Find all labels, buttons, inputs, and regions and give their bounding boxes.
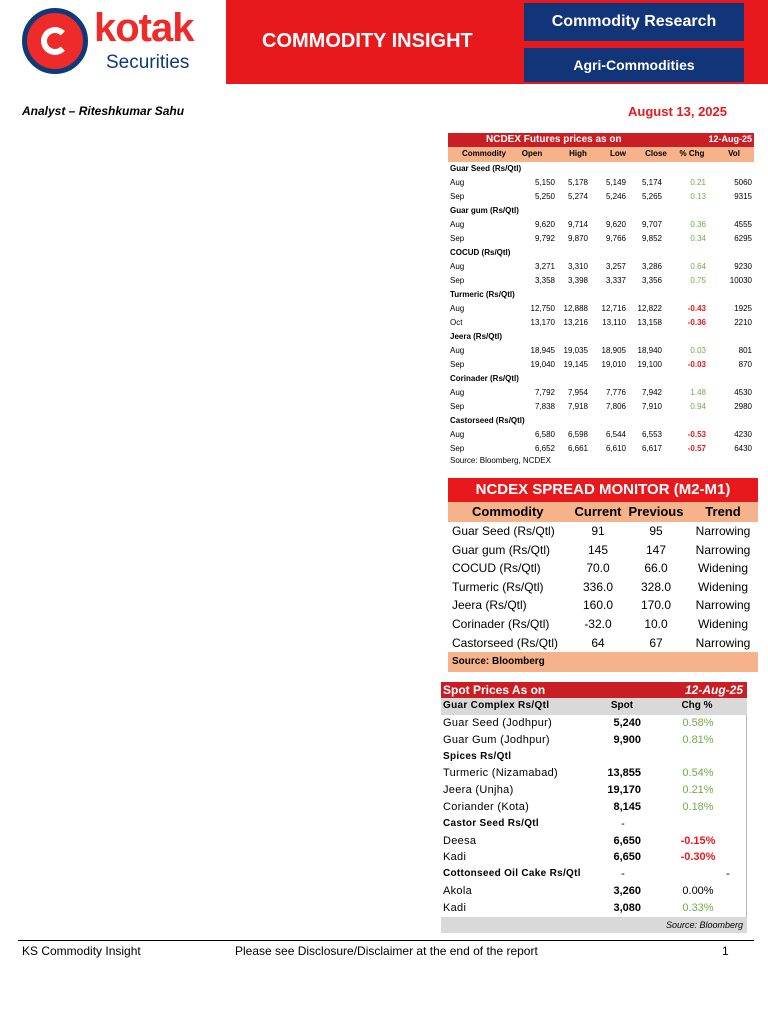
spot-name: Kadi bbox=[443, 901, 467, 914]
spread-body bbox=[448, 522, 758, 652]
futures-cell: 6295 bbox=[734, 234, 752, 243]
spread-row bbox=[448, 541, 758, 560]
futures-cell: 6,610 bbox=[605, 444, 626, 453]
futures-header-row bbox=[448, 147, 754, 162]
futures-cell: 5,149 bbox=[605, 178, 626, 187]
futures-cell: 5060 bbox=[734, 178, 752, 187]
futures-cell: 3,271 bbox=[534, 262, 555, 271]
spot-row bbox=[441, 833, 747, 850]
spread-header-cell: Current bbox=[574, 504, 622, 519]
spot-name: Akola bbox=[443, 884, 473, 897]
spot-row bbox=[441, 732, 747, 749]
futures-cell: Sep bbox=[450, 360, 465, 369]
futures-cell: -0.43 bbox=[687, 304, 706, 313]
spot-name: Castor Seed Rs/Qtl bbox=[443, 817, 539, 829]
spot-price: 13,855 bbox=[607, 767, 641, 780]
futures-cell: 5,178 bbox=[567, 178, 588, 187]
spot-change: -0.30% bbox=[680, 851, 716, 864]
futures-body bbox=[448, 162, 754, 456]
futures-header-cell: Close bbox=[645, 149, 667, 158]
futures-header-cell: % Chg bbox=[679, 149, 705, 158]
futures-cell: 7,910 bbox=[641, 402, 662, 411]
spot-group-row bbox=[441, 866, 747, 883]
spot-title-bar bbox=[441, 682, 747, 698]
spot-price: 3,260 bbox=[613, 884, 641, 897]
futures-cell: 6,652 bbox=[534, 444, 555, 453]
spread-cell: Corinader (Rs/Qtl) bbox=[452, 616, 550, 631]
spot-name: Guar Seed (Jodhpur) bbox=[443, 717, 553, 729]
futures-cell: 12,716 bbox=[601, 304, 626, 313]
spread-cell: Narrowing bbox=[695, 635, 751, 650]
futures-cell: 7,792 bbox=[534, 388, 555, 397]
futures-cell: Sep bbox=[450, 276, 465, 285]
spot-date: 12-Aug-25 bbox=[684, 683, 743, 697]
futures-cell: 7,838 bbox=[534, 402, 555, 411]
spread-header-cell: Previous bbox=[628, 504, 684, 519]
futures-cell: 5,265 bbox=[641, 192, 662, 201]
spot-price: 9,900 bbox=[613, 733, 641, 746]
spot-row bbox=[441, 715, 747, 732]
spread-cell: 160.0 bbox=[582, 598, 614, 613]
futures-cell: 19,100 bbox=[637, 360, 662, 369]
spread-cell: 328.0 bbox=[640, 579, 672, 594]
futures-group-label: Corinader (Rs/Qtl) bbox=[450, 374, 519, 383]
spot-row bbox=[441, 900, 747, 917]
spread-row bbox=[448, 634, 758, 653]
futures-row bbox=[448, 274, 754, 288]
futures-cell: 13,110 bbox=[602, 318, 626, 327]
spot-row-divider bbox=[746, 782, 747, 799]
spot-row bbox=[441, 799, 747, 816]
futures-cell: 1925 bbox=[734, 304, 752, 313]
spot-header-cell: Spot bbox=[610, 700, 634, 711]
logo-sub: Securities bbox=[106, 52, 190, 73]
futures-cell: 1.48 bbox=[690, 388, 706, 397]
spread-cell: 67 bbox=[649, 635, 663, 650]
futures-cell: 0.75 bbox=[690, 276, 706, 285]
page-header bbox=[0, 0, 768, 84]
futures-cell: -0.53 bbox=[687, 430, 706, 439]
futures-cell: Aug bbox=[450, 304, 465, 313]
futures-cell: Sep bbox=[450, 444, 465, 453]
spot-prices-table bbox=[441, 682, 747, 933]
futures-cell: 6,553 bbox=[641, 430, 662, 439]
spot-group-row bbox=[441, 749, 747, 766]
futures-cell: 3,398 bbox=[567, 276, 588, 285]
futures-group-label: COCUD (Rs/Qtl) bbox=[450, 248, 511, 257]
spot-name: Guar Gum (Jodhpur) bbox=[443, 733, 550, 746]
futures-cell: 4530 bbox=[734, 388, 752, 397]
spot-row-divider bbox=[746, 799, 747, 816]
futures-cell: 4230 bbox=[734, 430, 752, 439]
futures-cell: 12,822 bbox=[637, 304, 662, 313]
futures-cell: 9,714 bbox=[567, 220, 588, 229]
futures-source: Source: Bloomberg, NCDEX bbox=[450, 456, 551, 465]
futures-header-cell: Open bbox=[521, 149, 543, 158]
spot-price: - bbox=[621, 868, 625, 881]
futures-cell: -0.03 bbox=[687, 360, 706, 369]
futures-cell: 6,544 bbox=[605, 430, 626, 439]
futures-cell: 13,170 bbox=[530, 318, 555, 327]
futures-cell: 12,750 bbox=[530, 304, 555, 313]
spread-row bbox=[448, 615, 758, 634]
spot-header-row bbox=[441, 698, 747, 715]
spot-header-cell: Guar Complex Rs/Qtl bbox=[443, 700, 550, 711]
futures-row bbox=[448, 358, 754, 372]
futures-cell: 0.94 bbox=[690, 402, 706, 411]
spot-name: Kadi bbox=[443, 851, 467, 864]
spread-row bbox=[448, 559, 758, 578]
spot-change: 0.18% bbox=[682, 800, 714, 813]
futures-cell: 5,174 bbox=[641, 178, 662, 187]
futures-cell: 9230 bbox=[734, 262, 752, 271]
futures-row bbox=[448, 302, 754, 316]
spot-change: - bbox=[726, 868, 730, 881]
futures-cell: 7,918 bbox=[567, 402, 588, 411]
spot-row bbox=[441, 765, 747, 782]
spread-cell: COCUD (Rs/Qtl) bbox=[452, 561, 541, 576]
spread-cell: 91 bbox=[591, 524, 605, 538]
futures-row bbox=[448, 260, 754, 274]
futures-cell: 6,661 bbox=[567, 444, 588, 453]
futures-cell: 9,620 bbox=[534, 220, 555, 229]
spread-cell: Jeera (Rs/Qtl) bbox=[452, 598, 527, 613]
futures-cell: -0.36 bbox=[687, 318, 706, 327]
spot-source: Source: Bloomberg bbox=[441, 917, 747, 933]
futures-cell: 0.03 bbox=[690, 346, 706, 355]
futures-cell: -0.57 bbox=[687, 444, 706, 453]
spread-monitor bbox=[448, 478, 758, 672]
futures-cell: 9,707 bbox=[641, 220, 662, 229]
futures-cell: Sep bbox=[450, 402, 465, 411]
spread-header-cell: Trend bbox=[705, 504, 741, 519]
futures-cell: 6,617 bbox=[641, 444, 662, 453]
spread-row bbox=[448, 578, 758, 597]
futures-cell: 2980 bbox=[734, 402, 752, 411]
spot-name: Jeera (Unjha) bbox=[443, 784, 514, 797]
futures-cell: 2210 bbox=[734, 318, 752, 327]
spot-row-divider bbox=[746, 749, 747, 766]
futures-cell: 18,905 bbox=[601, 346, 626, 355]
agri-label: Agri-Commodities bbox=[524, 48, 744, 82]
spot-header-cell: Chg % bbox=[681, 700, 713, 711]
futures-cell: 9,852 bbox=[641, 234, 662, 243]
analyst-name: Analyst – Riteshkumar Sahu bbox=[22, 104, 185, 118]
spot-row bbox=[441, 883, 747, 900]
futures-header-cell: Vol bbox=[728, 149, 740, 158]
spot-row-divider bbox=[746, 765, 747, 782]
spread-cell: 64 bbox=[591, 635, 605, 650]
futures-cell: 12,888 bbox=[563, 304, 588, 313]
futures-group-label: Turmeric (Rs/Qtl) bbox=[450, 290, 515, 299]
spread-cell: Widening bbox=[697, 579, 749, 594]
spot-change: 0.54% bbox=[682, 767, 714, 780]
spot-price: 3,080 bbox=[613, 901, 641, 914]
spot-price: 6,650 bbox=[613, 834, 641, 847]
spread-cell: Guar gum (Rs/Qtl) bbox=[452, 542, 551, 557]
futures-cell: 5,250 bbox=[534, 192, 555, 201]
spot-name: Spices Rs/Qtl bbox=[443, 750, 512, 762]
footer-divider bbox=[18, 940, 754, 941]
spot-change: 0.58% bbox=[682, 717, 714, 729]
futures-group-label: Guar gum (Rs/Qtl) bbox=[450, 206, 519, 215]
futures-cell: Sep bbox=[450, 234, 465, 243]
spot-name: Deesa bbox=[443, 834, 477, 847]
spot-change: 0.00% bbox=[682, 884, 714, 897]
spot-change: 0.81% bbox=[682, 733, 714, 746]
futures-cell: Aug bbox=[450, 346, 465, 355]
spread-cell: 336.0 bbox=[582, 579, 614, 594]
spot-row-divider bbox=[746, 732, 747, 749]
logo-name: kotak bbox=[94, 6, 194, 50]
spot-row-divider bbox=[746, 900, 747, 917]
futures-row bbox=[448, 400, 754, 414]
spot-price: 8,145 bbox=[613, 800, 641, 813]
spread-row bbox=[448, 522, 758, 541]
futures-date: 12-Aug-25 bbox=[708, 134, 752, 144]
spot-price: - bbox=[621, 817, 625, 830]
futures-cell: Aug bbox=[450, 388, 465, 397]
futures-cell: Aug bbox=[450, 220, 465, 229]
futures-cell: 0.34 bbox=[690, 234, 706, 243]
spot-change: -0.15% bbox=[680, 834, 716, 847]
futures-header-cell: Low bbox=[610, 149, 626, 158]
research-label: Commodity Research bbox=[524, 3, 744, 41]
futures-row bbox=[448, 386, 754, 400]
futures-row bbox=[448, 344, 754, 358]
futures-group-label: Guar Seed (Rs/Qtl) bbox=[450, 164, 522, 173]
spot-row-divider bbox=[746, 833, 747, 850]
futures-cell: 870 bbox=[738, 360, 752, 369]
futures-cell: 7,942 bbox=[641, 388, 662, 397]
spread-cell: 10.0 bbox=[644, 616, 668, 631]
spot-price: 6,650 bbox=[613, 851, 641, 864]
spread-source: Source: Bloomberg bbox=[448, 652, 758, 672]
spread-cell: Narrowing bbox=[695, 542, 751, 557]
futures-cell: 9,766 bbox=[605, 234, 626, 243]
futures-cell: 9,620 bbox=[605, 220, 626, 229]
kotak-logo bbox=[10, 4, 224, 80]
futures-header-cell: High bbox=[569, 149, 587, 158]
spread-cell: Narrowing bbox=[695, 598, 751, 613]
futures-cell: 9,870 bbox=[567, 234, 588, 243]
futures-title-bar bbox=[448, 133, 754, 147]
futures-cell: 7,806 bbox=[605, 402, 626, 411]
spot-name: Turmeric (Nizamabad) bbox=[443, 767, 559, 780]
futures-row bbox=[448, 190, 754, 204]
futures-cell: 13,216 bbox=[563, 318, 588, 327]
report-date: August 13, 2025 bbox=[628, 104, 727, 119]
futures-group-label: Jeera (Rs/Qtl) bbox=[450, 332, 503, 341]
futures-row bbox=[448, 316, 754, 330]
futures-cell: 13,158 bbox=[637, 318, 662, 327]
spread-cell: Guar Seed (Rs/Qtl) bbox=[452, 524, 555, 538]
spot-name: Cottonseed Oil Cake Rs/Qtl bbox=[443, 868, 581, 880]
spread-cell: Widening bbox=[697, 616, 749, 631]
footer-title: KS Commodity Insight bbox=[22, 944, 141, 958]
futures-cell: 3,310 bbox=[567, 262, 588, 271]
spot-change: 0.21% bbox=[682, 784, 714, 797]
spread-cell: 66.0 bbox=[644, 561, 668, 576]
spread-cell: Narrowing bbox=[695, 524, 751, 538]
futures-row bbox=[448, 232, 754, 246]
spot-row bbox=[441, 782, 747, 799]
spread-cell: Turmeric (Rs/Qtl) bbox=[452, 579, 544, 594]
futures-cell: Oct bbox=[450, 318, 463, 327]
futures-cell: 0.64 bbox=[690, 262, 706, 271]
spot-row-divider bbox=[746, 816, 747, 833]
futures-cell: 3,356 bbox=[641, 276, 662, 285]
kotak-logo-icon bbox=[22, 8, 88, 74]
futures-cell: 5,274 bbox=[567, 192, 588, 201]
spot-row bbox=[441, 849, 747, 866]
spot-group-row bbox=[441, 816, 747, 833]
spot-title: Spot Prices As on bbox=[443, 683, 546, 697]
footer-disclaimer: Please see Disclosure/Disclaimer at the end of the report bbox=[235, 944, 538, 958]
futures-cell: 6430 bbox=[734, 444, 752, 453]
spot-change: 0.33% bbox=[682, 901, 714, 914]
futures-cell: 0.21 bbox=[690, 178, 706, 187]
spot-name: Coriander (Kota) bbox=[443, 800, 530, 813]
futures-cell: 5,246 bbox=[605, 192, 626, 201]
spread-cell: -32.0 bbox=[584, 616, 612, 631]
spread-title: NCDEX SPREAD MONITOR (M2-M1) bbox=[448, 478, 758, 502]
futures-cell: 5,150 bbox=[534, 178, 555, 187]
spot-price: 5,240 bbox=[613, 717, 641, 729]
futures-row bbox=[448, 428, 754, 442]
futures-cell: Aug bbox=[450, 262, 465, 271]
futures-table bbox=[448, 133, 754, 468]
insight-banner bbox=[226, 0, 516, 84]
spot-row-divider bbox=[746, 849, 747, 866]
insight-title: COMMODITY INSIGHT bbox=[262, 30, 473, 52]
spread-cell: Castorseed (Rs/Qtl) bbox=[452, 635, 559, 650]
spread-cell: 70.0 bbox=[586, 561, 610, 576]
futures-cell: 3,337 bbox=[605, 276, 626, 285]
spread-cell: 170.0 bbox=[640, 598, 672, 613]
spread-cell: Widening bbox=[697, 561, 749, 576]
futures-cell: 4555 bbox=[734, 220, 752, 229]
futures-cell: 3,257 bbox=[605, 262, 626, 271]
futures-group-label: Castorseed (Rs/Qtl) bbox=[450, 416, 525, 425]
futures-cell: 7,776 bbox=[605, 388, 626, 397]
futures-title: NCDEX Futures prices as on bbox=[486, 134, 622, 145]
futures-cell: 3,358 bbox=[534, 276, 555, 285]
futures-cell: 6,598 bbox=[567, 430, 588, 439]
futures-cell: 19,040 bbox=[530, 360, 555, 369]
futures-cell: Aug bbox=[450, 430, 465, 439]
futures-cell: 19,035 bbox=[563, 346, 588, 355]
futures-row bbox=[448, 176, 754, 190]
futures-cell: 9315 bbox=[734, 192, 752, 201]
spread-cell: 95 bbox=[649, 524, 663, 538]
spot-row-divider bbox=[746, 866, 747, 883]
page-number: 1 bbox=[722, 944, 729, 958]
futures-cell: 0.36 bbox=[690, 220, 706, 229]
spread-cell: 145 bbox=[587, 542, 609, 557]
spread-cell: 147 bbox=[645, 542, 667, 557]
futures-cell: 801 bbox=[738, 346, 752, 355]
futures-row bbox=[448, 442, 754, 456]
futures-cell: 19,145 bbox=[563, 360, 588, 369]
futures-cell: 18,940 bbox=[637, 346, 662, 355]
spot-row-divider bbox=[746, 883, 747, 900]
spread-header-row bbox=[448, 502, 758, 522]
futures-cell: 0.13 bbox=[690, 192, 706, 201]
futures-cell: 10030 bbox=[729, 276, 752, 285]
futures-cell: Aug bbox=[450, 178, 465, 187]
futures-cell: 3,286 bbox=[641, 262, 662, 271]
futures-cell: 18,945 bbox=[530, 346, 555, 355]
spread-header-cell: Commodity bbox=[472, 504, 544, 519]
futures-header-cell: Commodity bbox=[462, 149, 506, 158]
spot-price: 19,170 bbox=[607, 784, 641, 797]
futures-cell: 6,580 bbox=[534, 430, 555, 439]
spot-row-divider bbox=[746, 715, 747, 732]
futures-cell: Sep bbox=[450, 192, 465, 201]
futures-cell: 7,954 bbox=[567, 388, 588, 397]
spread-row bbox=[448, 596, 758, 615]
futures-cell: 9,792 bbox=[534, 234, 555, 243]
futures-cell: 19,010 bbox=[601, 360, 626, 369]
futures-row bbox=[448, 218, 754, 232]
spot-body bbox=[441, 715, 747, 917]
